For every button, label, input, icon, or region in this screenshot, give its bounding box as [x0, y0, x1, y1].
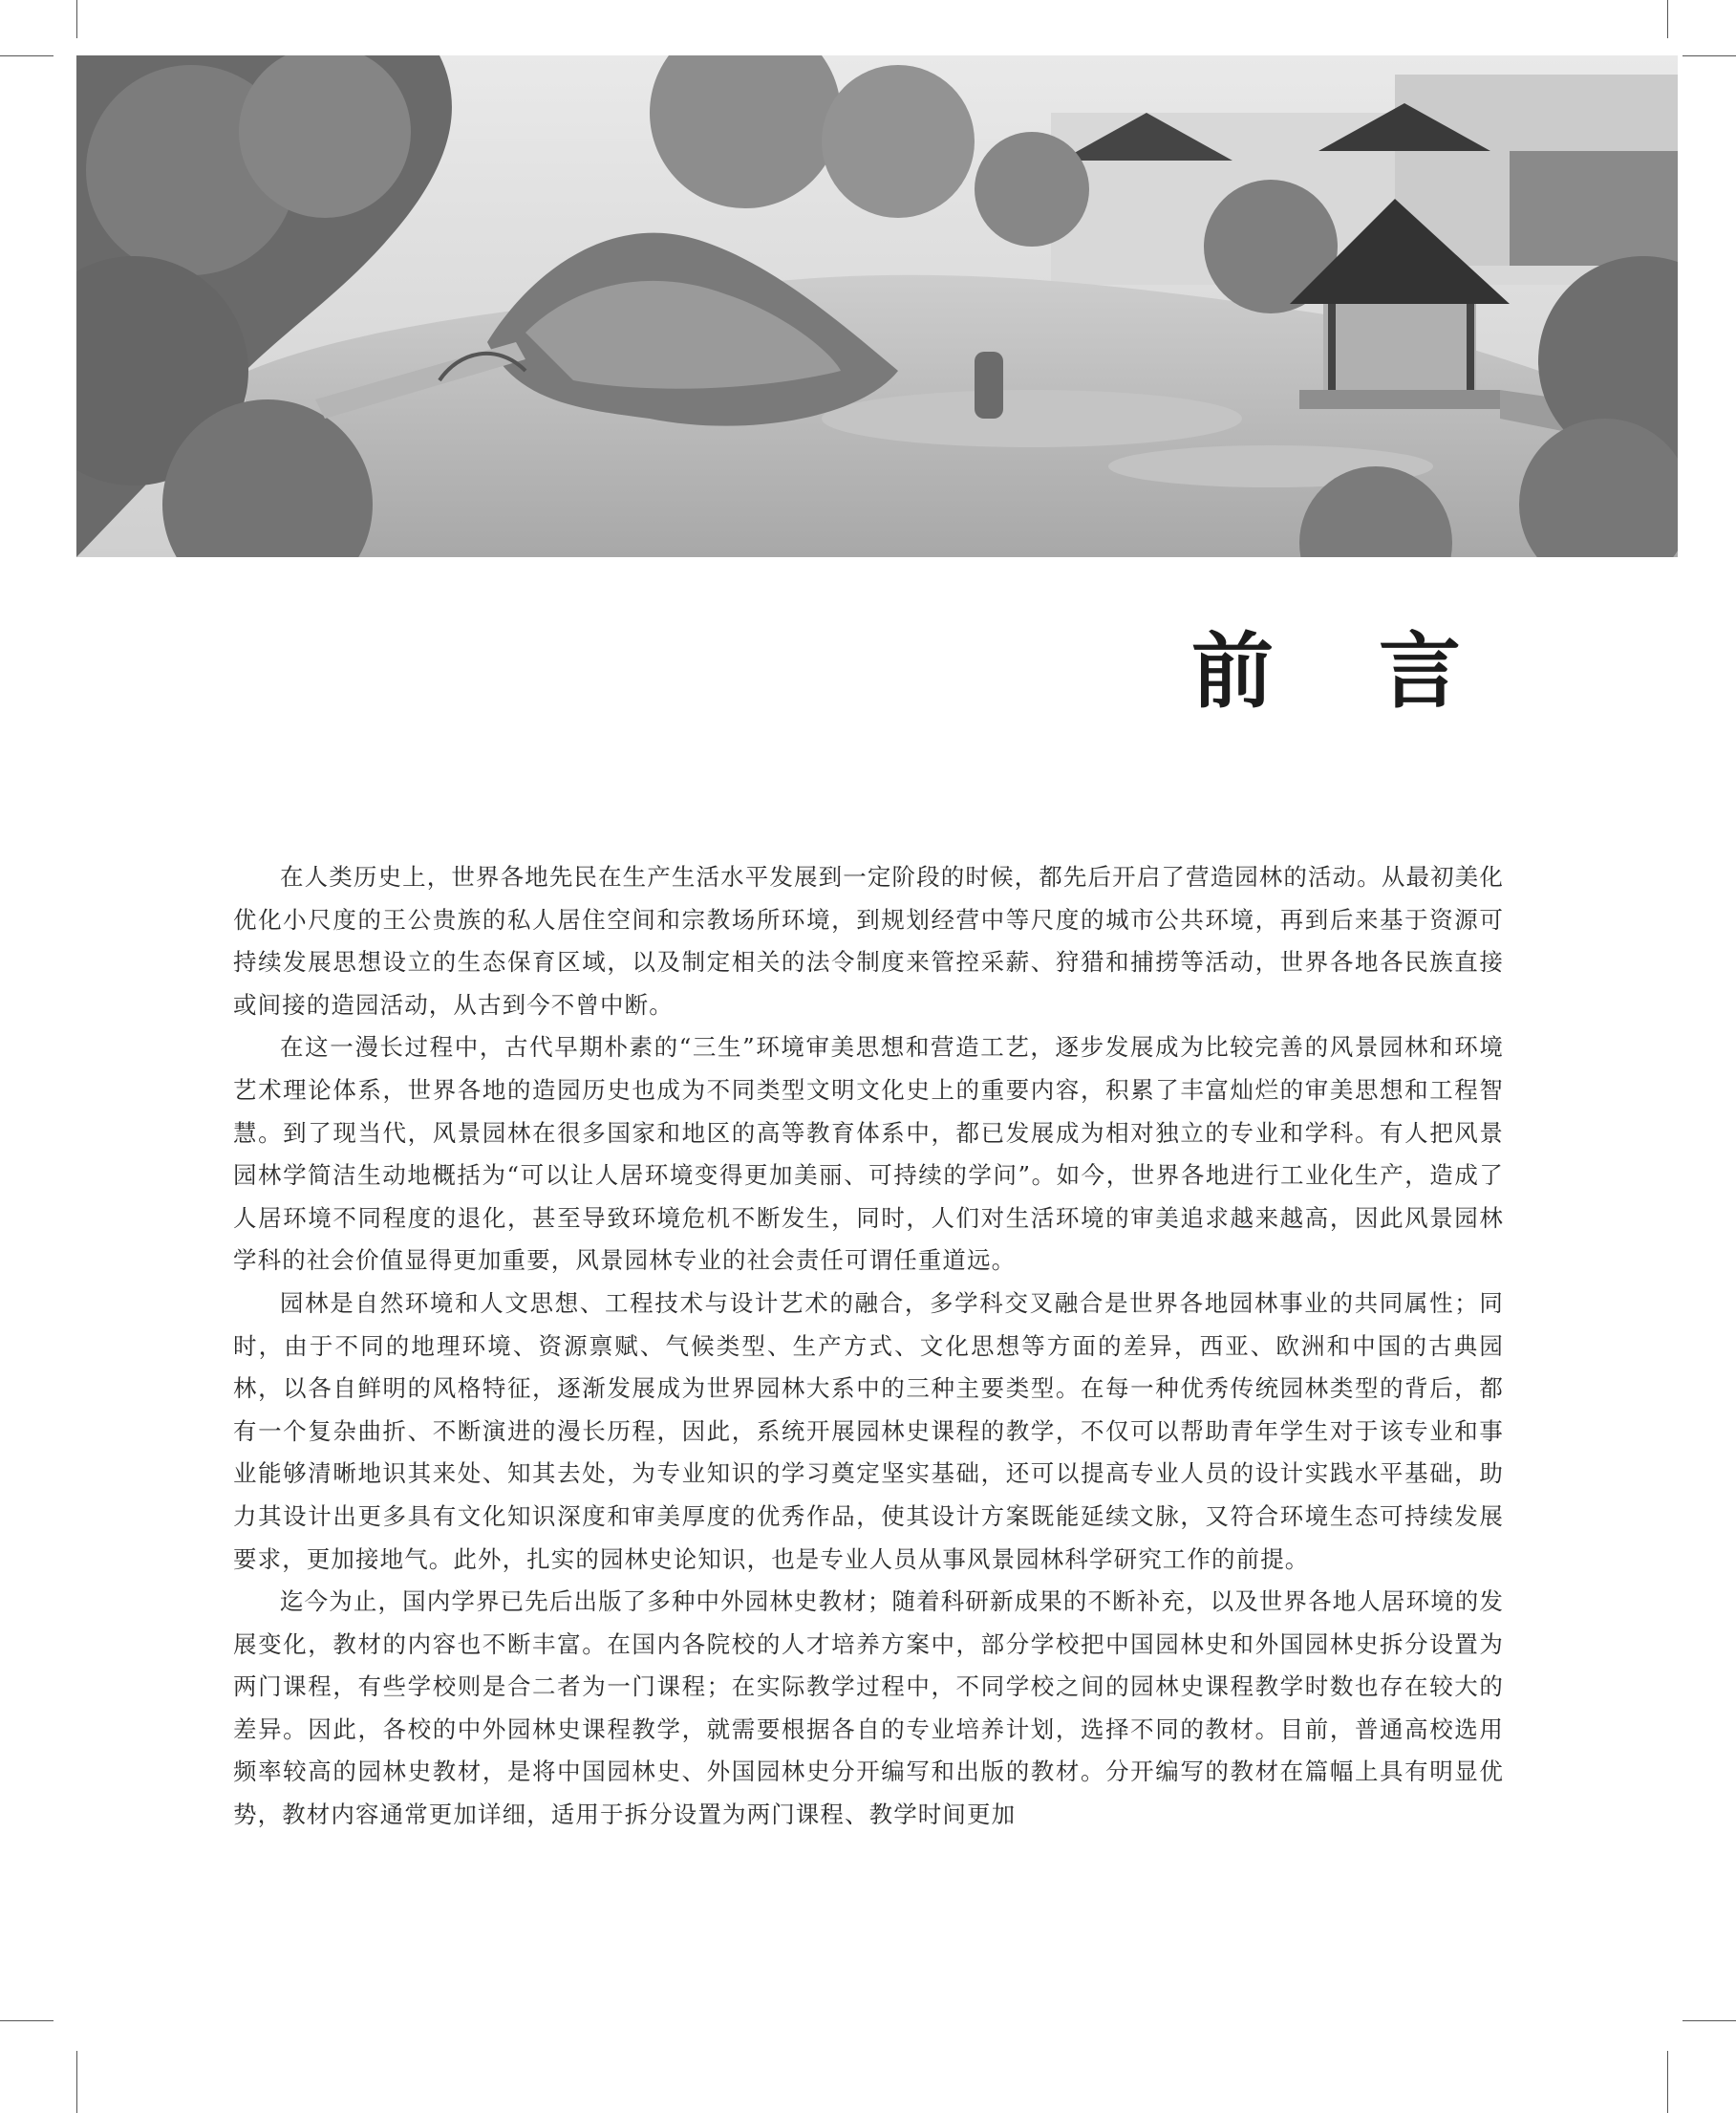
- header-garden-photo: [76, 55, 1678, 557]
- crop-mark: [1682, 2020, 1736, 2021]
- paragraph: 园林是自然环境和人文思想、工程技术与设计艺术的融合，多学科交叉融合是世界各地园林事业的共同属性；同时，由于不同的地理环境、资源禀赋、气候类型、生产方式、文化思想等方面的差异，西亚、欧洲和中国的古典园林，以各自鲜明的风格特征，逐渐发展成为世界园林大系中的三种主要类型。在每一种优秀传统园林类型的背后，都有一个复杂曲折、不断演进的漫长历程，因此，系统开展园林史课程的教学，不仅可以帮助青年学生对于该专业和事业能够清晰地识其来处、知其去处，为专业知识的学习奠定坚实基础，还可以提高专业人员的设计实践水平基础，助力其设计出更多具有文化知识深度和审美厚度的优秀作品，使其设计方案既能延续文脉，又符合环境生态可持续发展要求，更加接地气。此外，扎实的园林史论知识，也是专业人员从事风景园林科学研究工作的前提。: [233, 1288, 1504, 1573]
- crop-mark: [1682, 55, 1736, 56]
- crop-mark: [0, 2020, 54, 2021]
- page-title: 前 言: [1191, 624, 1499, 720]
- crop-mark: [76, 0, 77, 38]
- garden-photo-icon: [76, 55, 1678, 557]
- crop-mark: [1667, 2051, 1668, 2113]
- preface-body: [233, 856, 1504, 1837]
- paragraph: 在人类历史上，世界各地先民在生产生活水平发展到一定阶段的时候，都先后开启了营造园林的活动。从最初美化优化小尺度的王公贵族的私人居住空间和宗教场所环境，到规划经营中等尺度的城市公共环境，再到后来基于资源可持续发展思想设立的生态保育区域，以及制定相关的法令制度来管控采薪、狩猎和捕捞等活动，世界各地各民族直接或间接的造园活动，从古到今不曾中断。: [233, 863, 1504, 1019]
- paragraph: 迄今为止，国内学界已先后出版了多种中外园林史教材；随着科研新成果的不断补充，以及世界各地人居环境的发展变化，教材的内容也不断丰富。在国内各院校的人才培养方案中，部分学校把中国园林史和外国园林史拆分设置为两门课程，有些学校则是合二者为一门课程；在实际教学过程中，不同学校之间的园林史课程教学时数也存在较大的差异。因此，各校的中外园林史课程教学，就需要根据各自的专业培养计划，选择不同的教材。目前，普通高校选用频率较高的园林史教材，是将中国园林史、外国园林史分开编写和出版的教材。分开编写的教材在篇幅上具有明显优势，教材内容通常更加详细，适用于拆分设置为两门课程、教学时间更加: [233, 1587, 1504, 1829]
- crop-mark: [1667, 0, 1668, 38]
- crop-mark: [0, 55, 54, 56]
- crop-mark: [76, 2051, 77, 2113]
- paragraph: 在这一漫长过程中，古代早期朴素的“三生”环境审美思想和营造工艺，逐步发展成为比较完善的风景园林和环境艺术理论体系，世界各地的造园历史也成为不同类型文明文化史上的重要内容，积累了丰富灿烂的审美思想和工程智慧。到了现当代，风景园林在很多国家和地区的高等教育体系中，都已发展成为相对独立的专业和学科。有人把风景园林学简洁生动地概括为“可以让人居环境变得更加美丽、可持续的学问”。如今，世界各地进行工业化生产，造成了人居环境不同程度的退化，甚至导致环境危机不断发生，同时，人们对生活环境的审美追求越来越高，因此风景园林学科的社会价值显得更加重要，风景园林专业的社会责任可谓任重道远。: [233, 1033, 1504, 1275]
